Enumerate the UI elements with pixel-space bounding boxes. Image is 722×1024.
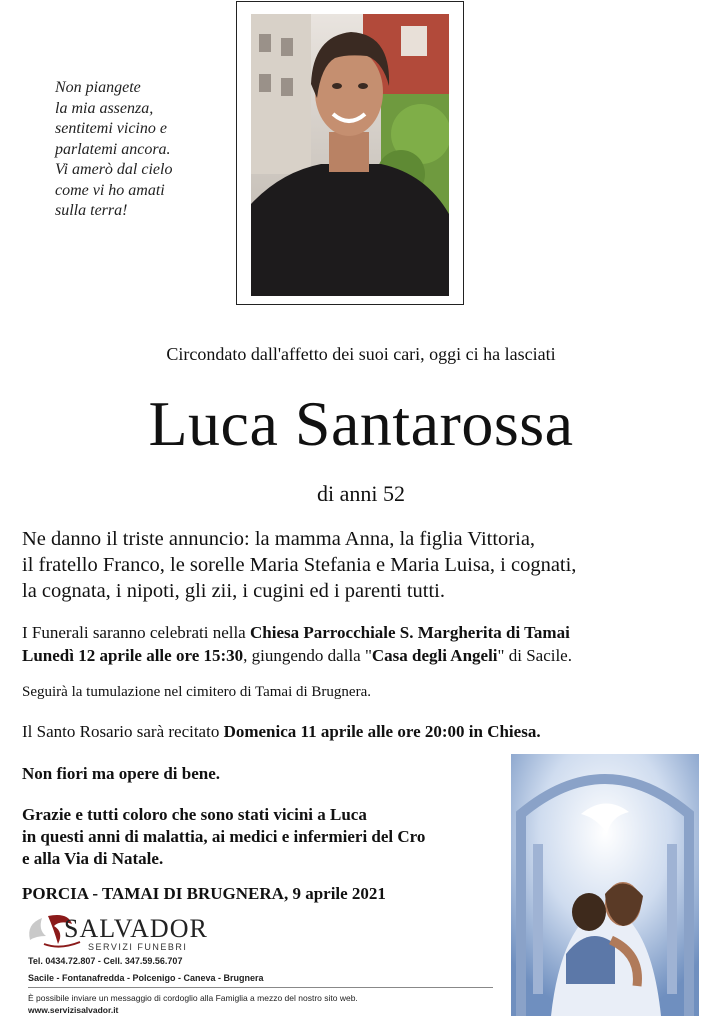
place-date: PORCIA - TAMAI DI BRUGNERA, 9 aprile 2021 [22,884,386,903]
funeral-middle: , giungendo dalla " [243,646,372,665]
intro-text: Circondato dall'affetto dei suoi cari, oggi ci ha lasciati [166,344,556,364]
flowers-text: Non fiori ma opere di bene. [22,764,221,783]
poem-line: Non piangete [55,79,141,96]
announcement-line: il fratello Franco, le sorelle Maria Stefania e Maria Luisa, i cognati, [22,554,577,576]
rosary-when: Domenica 11 aprile alle ore 20:00 in Chiesa. [223,722,541,741]
agency-note: È possibile inviare un messaggio di cordoglio alla Famiglia a mezzo del nostro sito web. [28,993,358,1003]
announcement [22,526,702,604]
burial-text: Seguirà la tumulazione nel cimitero di Tamai di Brugnera. [22,684,371,700]
rosary-prefix: Il Santo Rosario sarà recitato [22,722,224,741]
agency-contact: Tel. 0434.72.807 - Cell. 347.59.56.707 [28,956,183,966]
poem-line: Vi amerò dal cielo [55,161,173,178]
rosary-info [22,722,541,742]
poem-line: come vi ho amati [55,181,165,199]
poem-line: sentitemi vicino e [55,120,167,137]
funeral-date: Lunedì 12 aprile alle ore 15:30 [22,646,244,665]
agency-logo [24,910,208,952]
funeral-info [22,621,702,667]
deceased-name: Luca Santarossa [148,388,574,459]
poem-line: parlatemi ancora. [55,140,171,158]
funeral-house: Casa degli Angeli [371,646,498,665]
announcement-line: Ne danno il triste annuncio: la mamma Anna, la figlia Vittoria, [22,528,536,550]
poem-line: sulla terra! [55,202,128,219]
funeral-suffix: " di Sacile. [497,646,572,665]
agency-towns: Sacile - Fontanafredda - Polcenigo - Caneva - Brugnera [28,973,264,983]
thanks-line: e alla Via di Natale. [22,849,164,868]
portrait-frame [236,1,464,305]
poem [55,78,225,222]
divider [28,987,493,988]
agency-subtitle: SERVIZI FUNEBRI [88,942,188,952]
thanks-line: Grazie e tutti coloro che sono stati vicini a Luca [22,805,367,824]
agency-name: SALVADOR [64,914,208,943]
portrait-photo [251,14,449,296]
age-text: di anni 52 [317,481,405,506]
announcement-line: la cognata, i nipoti, gli zii, i cugini ed i parenti tutti. [22,580,446,602]
poem-line: la mia assenza, [55,99,154,117]
agency-website[interactable]: www.servizisalvador.it [28,1005,119,1015]
thanks-line: in questi anni di malattia, ai medici e infermieri del Cro [22,827,426,846]
funeral-prefix: I Funerali saranno celebrati nella [22,623,250,642]
thanks-text [22,804,425,870]
religious-painting [511,754,699,1016]
funeral-church: Chiesa Parrocchiale S. Margherita di Tamai [249,623,570,642]
